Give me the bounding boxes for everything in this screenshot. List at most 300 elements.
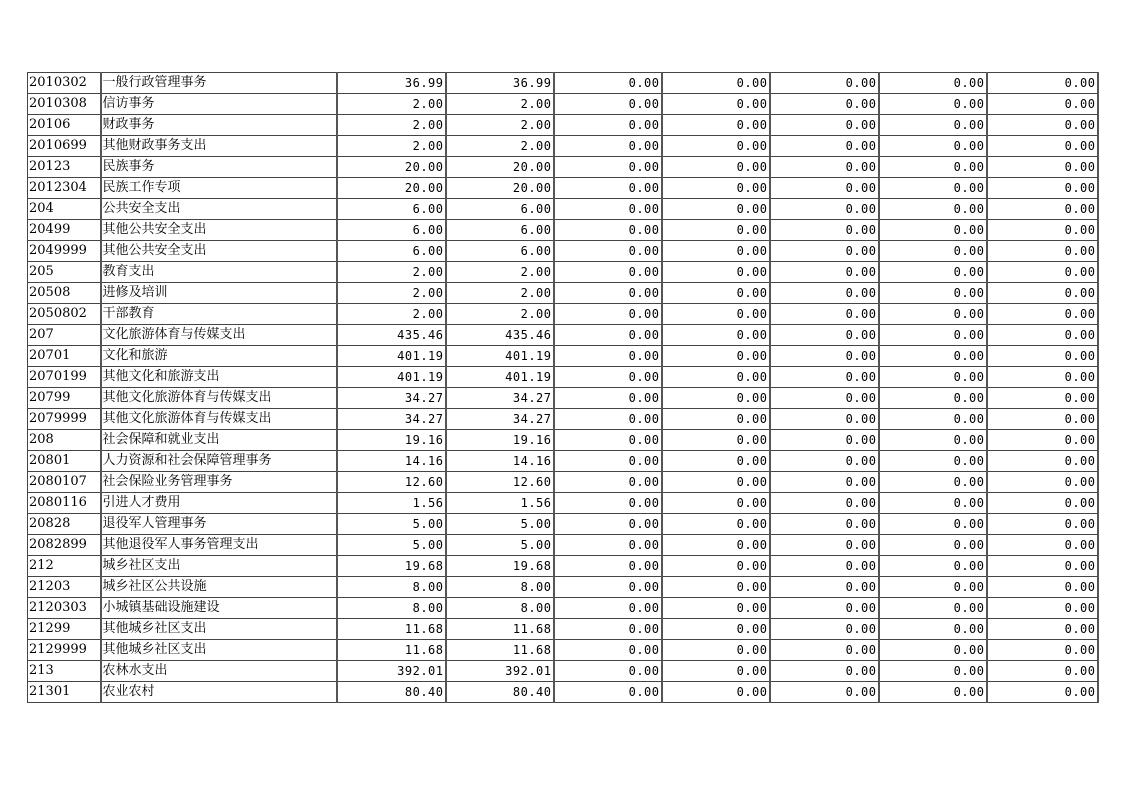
table-row: [28, 220, 1098, 241]
name-cell: 进修及培训: [101, 283, 337, 304]
total-cell: 80.40: [337, 682, 446, 703]
total-cell: 6.00: [337, 241, 446, 262]
total-cell: 8.00: [337, 598, 446, 619]
code-cell: 20499: [28, 220, 101, 241]
col6-cell: 0.00: [879, 325, 987, 346]
col4-cell: 0.00: [662, 325, 770, 346]
col6-cell: 0.00: [879, 73, 987, 94]
col6-cell: 0.00: [879, 535, 987, 556]
col6-cell: 0.00: [879, 283, 987, 304]
col4-cell: 0.00: [662, 367, 770, 388]
code-cell: 21299: [28, 619, 101, 640]
basic-cell: 20.00: [446, 157, 554, 178]
col3-cell: 0.00: [554, 598, 662, 619]
code-cell: 20801: [28, 451, 101, 472]
code-cell: 2050802: [28, 304, 101, 325]
col5-cell: 0.00: [770, 304, 879, 325]
table-row: [28, 73, 1098, 94]
col3-cell: 0.00: [554, 409, 662, 430]
col7-cell: 0.00: [987, 640, 1098, 661]
total-cell: 19.16: [337, 430, 446, 451]
col5-cell: 0.00: [770, 577, 879, 598]
basic-cell: 8.00: [446, 598, 554, 619]
name-cell: 信访事务: [101, 94, 337, 115]
table-row: [28, 619, 1098, 640]
col3-cell: 0.00: [554, 640, 662, 661]
col4-cell: 0.00: [662, 304, 770, 325]
col4-cell: 0.00: [662, 661, 770, 682]
total-cell: 34.27: [337, 409, 446, 430]
table-row: [28, 304, 1098, 325]
name-cell: 其他城乡社区支出: [101, 619, 337, 640]
col7-cell: 0.00: [987, 430, 1098, 451]
col6-cell: 0.00: [879, 640, 987, 661]
col7-cell: 0.00: [987, 367, 1098, 388]
col5-cell: 0.00: [770, 472, 879, 493]
col6-cell: 0.00: [879, 556, 987, 577]
col7-cell: 0.00: [987, 409, 1098, 430]
col3-cell: 0.00: [554, 346, 662, 367]
col4-cell: 0.00: [662, 451, 770, 472]
col5-cell: 0.00: [770, 661, 879, 682]
name-cell: 农林水支出: [101, 661, 337, 682]
name-cell: 其他退役军人事务管理支出: [101, 535, 337, 556]
col7-cell: 0.00: [987, 451, 1098, 472]
name-cell: 财政事务: [101, 115, 337, 136]
col3-cell: 0.00: [554, 325, 662, 346]
total-cell: 2.00: [337, 304, 446, 325]
col7-cell: 0.00: [987, 199, 1098, 220]
code-cell: 20123: [28, 157, 101, 178]
col6-cell: 0.00: [879, 409, 987, 430]
table-row: [28, 115, 1098, 136]
col6-cell: 0.00: [879, 430, 987, 451]
col3-cell: 0.00: [554, 619, 662, 640]
col5-cell: 0.00: [770, 640, 879, 661]
code-cell: 20799: [28, 388, 101, 409]
col4-cell: 0.00: [662, 409, 770, 430]
code-cell: 2080116: [28, 493, 101, 514]
col5-cell: 0.00: [770, 619, 879, 640]
col5-cell: 0.00: [770, 430, 879, 451]
table-row: [28, 472, 1098, 493]
col7-cell: 0.00: [987, 619, 1098, 640]
code-cell: 2010699: [28, 136, 101, 157]
col6-cell: 0.00: [879, 346, 987, 367]
col3-cell: 0.00: [554, 493, 662, 514]
basic-cell: 401.19: [446, 367, 554, 388]
table-row: [28, 136, 1098, 157]
name-cell: 城乡社区公共设施: [101, 577, 337, 598]
col6-cell: 0.00: [879, 262, 987, 283]
code-cell: 20701: [28, 346, 101, 367]
total-cell: 6.00: [337, 199, 446, 220]
basic-cell: 19.16: [446, 430, 554, 451]
name-cell: 其他公共安全支出: [101, 220, 337, 241]
col3-cell: 0.00: [554, 220, 662, 241]
basic-cell: 6.00: [446, 199, 554, 220]
col3-cell: 0.00: [554, 304, 662, 325]
name-cell: 其他文化旅游体育与传媒支出: [101, 388, 337, 409]
basic-cell: 8.00: [446, 577, 554, 598]
col4-cell: 0.00: [662, 472, 770, 493]
col6-cell: 0.00: [879, 367, 987, 388]
total-cell: 2.00: [337, 136, 446, 157]
table-row: [28, 178, 1098, 199]
name-cell: 社会保障和就业支出: [101, 430, 337, 451]
total-cell: 2.00: [337, 115, 446, 136]
basic-cell: 20.00: [446, 178, 554, 199]
col5-cell: 0.00: [770, 535, 879, 556]
basic-cell: 401.19: [446, 346, 554, 367]
name-cell: 文化旅游体育与传媒支出: [101, 325, 337, 346]
total-cell: 34.27: [337, 388, 446, 409]
name-cell: 小城镇基础设施建设: [101, 598, 337, 619]
col6-cell: 0.00: [879, 472, 987, 493]
table-row: [28, 682, 1098, 703]
basic-cell: 2.00: [446, 283, 554, 304]
col3-cell: 0.00: [554, 556, 662, 577]
code-cell: 213: [28, 661, 101, 682]
code-cell: 2079999: [28, 409, 101, 430]
col6-cell: 0.00: [879, 241, 987, 262]
col3-cell: 0.00: [554, 115, 662, 136]
name-cell: 民族工作专项: [101, 178, 337, 199]
basic-cell: 34.27: [446, 409, 554, 430]
col7-cell: 0.00: [987, 493, 1098, 514]
col6-cell: 0.00: [879, 178, 987, 199]
col5-cell: 0.00: [770, 199, 879, 220]
col7-cell: 0.00: [987, 535, 1098, 556]
col3-cell: 0.00: [554, 73, 662, 94]
col5-cell: 0.00: [770, 283, 879, 304]
code-cell: 20508: [28, 283, 101, 304]
code-cell: 212: [28, 556, 101, 577]
col7-cell: 0.00: [987, 598, 1098, 619]
col5-cell: 0.00: [770, 388, 879, 409]
col6-cell: 0.00: [879, 115, 987, 136]
col3-cell: 0.00: [554, 262, 662, 283]
name-cell: 干部教育: [101, 304, 337, 325]
basic-cell: 6.00: [446, 220, 554, 241]
col7-cell: 0.00: [987, 115, 1098, 136]
table-row: [28, 241, 1098, 262]
col6-cell: 0.00: [879, 199, 987, 220]
col4-cell: 0.00: [662, 388, 770, 409]
table-row: [28, 388, 1098, 409]
table-row: [28, 556, 1098, 577]
code-cell: 2049999: [28, 241, 101, 262]
basic-cell: 11.68: [446, 619, 554, 640]
col3-cell: 0.00: [554, 514, 662, 535]
table-body: [28, 73, 1098, 703]
col6-cell: 0.00: [879, 94, 987, 115]
col3-cell: 0.00: [554, 157, 662, 178]
col4-cell: 0.00: [662, 556, 770, 577]
basic-cell: 6.00: [446, 241, 554, 262]
col4-cell: 0.00: [662, 115, 770, 136]
table-row: [28, 346, 1098, 367]
col4-cell: 0.00: [662, 94, 770, 115]
table-row: [28, 262, 1098, 283]
col4-cell: 0.00: [662, 682, 770, 703]
total-cell: 392.01: [337, 661, 446, 682]
name-cell: 其他公共安全支出: [101, 241, 337, 262]
col3-cell: 0.00: [554, 94, 662, 115]
col6-cell: 0.00: [879, 388, 987, 409]
col5-cell: 0.00: [770, 136, 879, 157]
col5-cell: 0.00: [770, 367, 879, 388]
code-cell: 204: [28, 199, 101, 220]
code-cell: 205: [28, 262, 101, 283]
total-cell: 5.00: [337, 514, 446, 535]
basic-cell: 14.16: [446, 451, 554, 472]
col6-cell: 0.00: [879, 157, 987, 178]
table-row: [28, 199, 1098, 220]
col5-cell: 0.00: [770, 451, 879, 472]
basic-cell: 435.46: [446, 325, 554, 346]
total-cell: 401.19: [337, 367, 446, 388]
col4-cell: 0.00: [662, 199, 770, 220]
col4-cell: 0.00: [662, 241, 770, 262]
total-cell: 19.68: [337, 556, 446, 577]
table-row: [28, 493, 1098, 514]
col7-cell: 0.00: [987, 136, 1098, 157]
col4-cell: 0.00: [662, 73, 770, 94]
basic-cell: 19.68: [446, 556, 554, 577]
name-cell: 教育支出: [101, 262, 337, 283]
col5-cell: 0.00: [770, 157, 879, 178]
name-cell: 农业农村: [101, 682, 337, 703]
col7-cell: 0.00: [987, 157, 1098, 178]
col3-cell: 0.00: [554, 199, 662, 220]
col4-cell: 0.00: [662, 430, 770, 451]
basic-cell: 12.60: [446, 472, 554, 493]
col5-cell: 0.00: [770, 115, 879, 136]
col4-cell: 0.00: [662, 493, 770, 514]
col6-cell: 0.00: [879, 136, 987, 157]
table-row: [28, 325, 1098, 346]
col4-cell: 0.00: [662, 619, 770, 640]
name-cell: 其他文化和旅游支出: [101, 367, 337, 388]
table-row: [28, 661, 1098, 682]
code-cell: 2012304: [28, 178, 101, 199]
total-cell: 435.46: [337, 325, 446, 346]
col3-cell: 0.00: [554, 535, 662, 556]
col7-cell: 0.00: [987, 220, 1098, 241]
name-cell: 人力资源和社会保障管理事务: [101, 451, 337, 472]
col7-cell: 0.00: [987, 178, 1098, 199]
col5-cell: 0.00: [770, 73, 879, 94]
total-cell: 1.56: [337, 493, 446, 514]
code-cell: 2010302: [28, 73, 101, 94]
table-row: [28, 451, 1098, 472]
col3-cell: 0.00: [554, 136, 662, 157]
col4-cell: 0.00: [662, 283, 770, 304]
col4-cell: 0.00: [662, 136, 770, 157]
code-cell: 2080107: [28, 472, 101, 493]
name-cell: 公共安全支出: [101, 199, 337, 220]
name-cell: 文化和旅游: [101, 346, 337, 367]
basic-cell: 2.00: [446, 115, 554, 136]
col4-cell: 0.00: [662, 598, 770, 619]
basic-cell: 392.01: [446, 661, 554, 682]
total-cell: 20.00: [337, 157, 446, 178]
name-cell: 社会保险业务管理事务: [101, 472, 337, 493]
code-cell: 2129999: [28, 640, 101, 661]
col3-cell: 0.00: [554, 178, 662, 199]
code-cell: 20828: [28, 514, 101, 535]
table-row: [28, 157, 1098, 178]
col5-cell: 0.00: [770, 346, 879, 367]
total-cell: 2.00: [337, 283, 446, 304]
col7-cell: 0.00: [987, 304, 1098, 325]
basic-cell: 2.00: [446, 136, 554, 157]
col7-cell: 0.00: [987, 577, 1098, 598]
col7-cell: 0.00: [987, 556, 1098, 577]
name-cell: 其他财政事务支出: [101, 136, 337, 157]
table-row: [28, 640, 1098, 661]
total-cell: 6.00: [337, 220, 446, 241]
col6-cell: 0.00: [879, 493, 987, 514]
total-cell: 8.00: [337, 577, 446, 598]
total-cell: 401.19: [337, 346, 446, 367]
name-cell: 城乡社区支出: [101, 556, 337, 577]
col7-cell: 0.00: [987, 325, 1098, 346]
col4-cell: 0.00: [662, 220, 770, 241]
table-row: [28, 367, 1098, 388]
col6-cell: 0.00: [879, 514, 987, 535]
name-cell: 退役军人管理事务: [101, 514, 337, 535]
col7-cell: 0.00: [987, 94, 1098, 115]
basic-cell: 5.00: [446, 535, 554, 556]
col6-cell: 0.00: [879, 619, 987, 640]
col3-cell: 0.00: [554, 682, 662, 703]
basic-cell: 2.00: [446, 304, 554, 325]
table-row: [28, 535, 1098, 556]
code-cell: 207: [28, 325, 101, 346]
table-row: [28, 598, 1098, 619]
code-cell: 2070199: [28, 367, 101, 388]
col3-cell: 0.00: [554, 283, 662, 304]
col7-cell: 0.00: [987, 283, 1098, 304]
col5-cell: 0.00: [770, 682, 879, 703]
col4-cell: 0.00: [662, 577, 770, 598]
table-row: [28, 94, 1098, 115]
table-row: [28, 577, 1098, 598]
col7-cell: 0.00: [987, 661, 1098, 682]
table-row: [28, 409, 1098, 430]
name-cell: 其他城乡社区支出: [101, 640, 337, 661]
col5-cell: 0.00: [770, 409, 879, 430]
code-cell: 20106: [28, 115, 101, 136]
col6-cell: 0.00: [879, 682, 987, 703]
col4-cell: 0.00: [662, 535, 770, 556]
col5-cell: 0.00: [770, 94, 879, 115]
total-cell: 20.00: [337, 178, 446, 199]
basic-cell: 1.56: [446, 493, 554, 514]
col3-cell: 0.00: [554, 577, 662, 598]
total-cell: 14.16: [337, 451, 446, 472]
basic-cell: 2.00: [446, 94, 554, 115]
col3-cell: 0.00: [554, 472, 662, 493]
basic-cell: 80.40: [446, 682, 554, 703]
basic-cell: 2.00: [446, 262, 554, 283]
basic-cell: 36.99: [446, 73, 554, 94]
table-row: [28, 514, 1098, 535]
col7-cell: 0.00: [987, 514, 1098, 535]
col6-cell: 0.00: [879, 220, 987, 241]
col6-cell: 0.00: [879, 451, 987, 472]
col3-cell: 0.00: [554, 661, 662, 682]
total-cell: 12.60: [337, 472, 446, 493]
col4-cell: 0.00: [662, 346, 770, 367]
col5-cell: 0.00: [770, 493, 879, 514]
basic-cell: 11.68: [446, 640, 554, 661]
total-cell: 11.68: [337, 619, 446, 640]
code-cell: 208: [28, 430, 101, 451]
col6-cell: 0.00: [879, 661, 987, 682]
code-cell: 2010308: [28, 94, 101, 115]
total-cell: 5.00: [337, 535, 446, 556]
col3-cell: 0.00: [554, 430, 662, 451]
basic-cell: 5.00: [446, 514, 554, 535]
code-cell: 21301: [28, 682, 101, 703]
col6-cell: 0.00: [879, 577, 987, 598]
total-cell: 36.99: [337, 73, 446, 94]
col3-cell: 0.00: [554, 388, 662, 409]
col4-cell: 0.00: [662, 178, 770, 199]
col3-cell: 0.00: [554, 451, 662, 472]
total-cell: 11.68: [337, 640, 446, 661]
col6-cell: 0.00: [879, 304, 987, 325]
total-cell: 2.00: [337, 262, 446, 283]
basic-cell: 34.27: [446, 388, 554, 409]
code-cell: 2120303: [28, 598, 101, 619]
code-cell: 2082899: [28, 535, 101, 556]
col4-cell: 0.00: [662, 262, 770, 283]
col7-cell: 0.00: [987, 73, 1098, 94]
col6-cell: 0.00: [879, 598, 987, 619]
name-cell: 民族事务: [101, 157, 337, 178]
col5-cell: 0.00: [770, 241, 879, 262]
name-cell: 一般行政管理事务: [101, 73, 337, 94]
col5-cell: 0.00: [770, 262, 879, 283]
col5-cell: 0.00: [770, 598, 879, 619]
col7-cell: 0.00: [987, 262, 1098, 283]
table-row: [28, 283, 1098, 304]
col5-cell: 0.00: [770, 325, 879, 346]
col4-cell: 0.00: [662, 157, 770, 178]
col7-cell: 0.00: [987, 241, 1098, 262]
name-cell: 其他文化旅游体育与传媒支出: [101, 409, 337, 430]
budget-expenditure-table: [27, 72, 1099, 703]
col3-cell: 0.00: [554, 241, 662, 262]
col7-cell: 0.00: [987, 388, 1098, 409]
code-cell: 21203: [28, 577, 101, 598]
col5-cell: 0.00: [770, 556, 879, 577]
col7-cell: 0.00: [987, 346, 1098, 367]
col4-cell: 0.00: [662, 640, 770, 661]
col7-cell: 0.00: [987, 472, 1098, 493]
col5-cell: 0.00: [770, 514, 879, 535]
table-row: [28, 430, 1098, 451]
col5-cell: 0.00: [770, 220, 879, 241]
col5-cell: 0.00: [770, 178, 879, 199]
col7-cell: 0.00: [987, 682, 1098, 703]
col4-cell: 0.00: [662, 514, 770, 535]
col3-cell: 0.00: [554, 367, 662, 388]
